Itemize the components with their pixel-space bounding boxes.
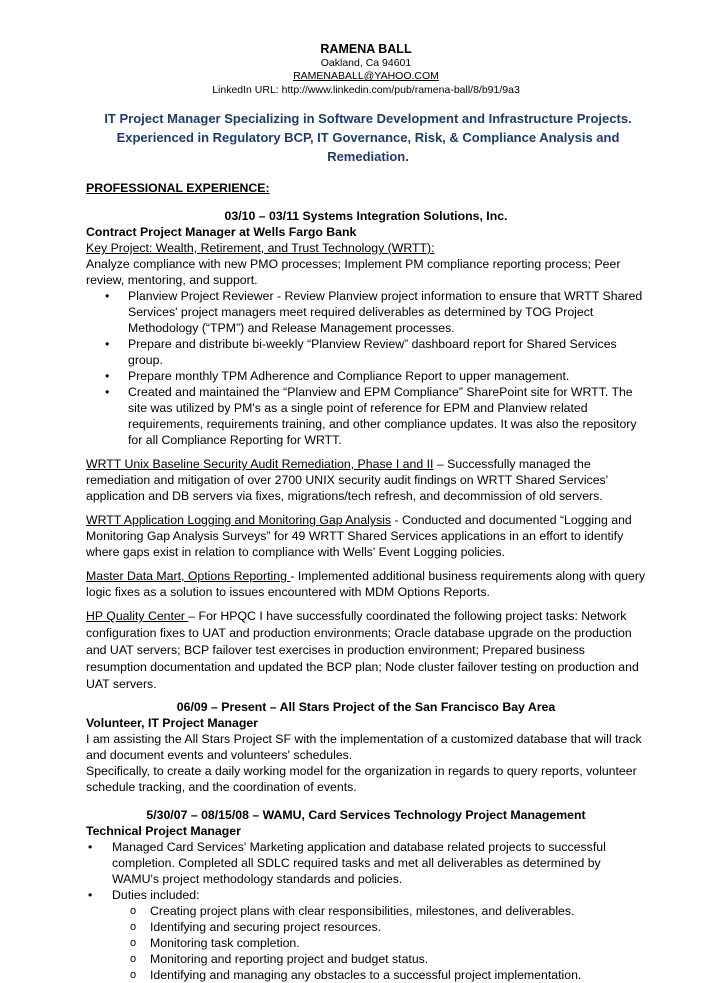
job2-paragraph-1: I am assisting the All Stars Project SF with the implementation of a customized database that will track and document events and volunteers' schedules. xyxy=(86,732,642,762)
circle-bullet-icon: o xyxy=(130,953,137,965)
list-item: o Creating project plans with clear responsibilities, milestones, and deliverables. xyxy=(130,904,575,918)
bullet-icon: • xyxy=(105,385,110,399)
resume-page xyxy=(86,42,646,983)
project-name: WRTT Unix Baseline Security Audit Remediation, Phase I and II xyxy=(86,457,434,471)
list-item: • Duties included: xyxy=(88,888,200,902)
list-item: o Identifying and managing any obstacles to a successful project implementation. xyxy=(130,968,582,982)
list-item: o Monitoring and reporting project and budget status. xyxy=(130,952,429,966)
job1-bullet-list xyxy=(86,288,646,448)
bullet-icon: • xyxy=(105,337,110,351)
bullet-icon: • xyxy=(88,840,93,854)
job2-paragraph-2: Specifically, to create a daily working model for the organization in regards to query reports, volunteer schedule tracking, and the coordination of events. xyxy=(86,764,637,794)
circle-bullet-icon: o xyxy=(130,921,137,933)
job3-heading: 5/30/07 – 08/15/08 – WAMU, Card Services Technology Project Management xyxy=(146,808,586,822)
circle-bullet-icon: o xyxy=(130,905,137,917)
candidate-name: RAMENA BALL xyxy=(320,42,412,56)
location: Oakland, Ca 94601 xyxy=(320,57,412,69)
project-name: Master Data Mart, Options Reporting xyxy=(86,569,291,583)
job3-title: Technical Project Manager xyxy=(86,824,241,838)
list-item: • Planview Project Reviewer - Review Planview project information to ensure that WRTT Shared Services' project managers meet required deliverables as determined by TOG Project Methodology (“TPM”) and Release Management processes. xyxy=(105,289,643,335)
list-item: o Identifying and securing project resources. xyxy=(130,920,382,934)
project-paragraph: Master Data Mart, Options Reporting - Implemented additional business requirements along with query logic fixes as a solution to issues encountered with MDM Options Reports. xyxy=(86,569,646,599)
bullet-icon: • xyxy=(105,289,110,303)
duties-list xyxy=(86,903,646,983)
project-name: WRTT Application Logging and Monitoring Gap Analysis xyxy=(86,513,392,527)
list-item: • Managed Card Services' Marketing application and database related projects to successful completion. Completed all SDLC required tasks and met all deliverables as determined by WAMU's project methodology standards and policies. xyxy=(88,840,606,886)
linkedin-line xyxy=(86,83,646,97)
email-link[interactable]: RAMENABALL@YAHOO.COM xyxy=(293,70,439,82)
section-title: PROFESSIONAL EXPERIENCE: xyxy=(86,181,270,195)
project-paragraph: WRTT Unix Baseline Security Audit Remediation, Phase I and II – Successfully managed the remediation and mitigation of over 2700 UNIX security audit findings on WRTT Shared Services' application and DB servers via fixes, migrations/tech refresh, and decommission of old servers. xyxy=(86,457,609,503)
list-item: • Prepare monthly TPM Adherence and Compliance Report to upper management. xyxy=(105,369,570,383)
linkedin-url[interactable]: http://www.linkedin.com/pub/ramena-ball/8/b91/9a3 xyxy=(281,84,520,96)
job3-bullet-list xyxy=(86,839,646,903)
list-item: o Monitoring task completion. xyxy=(130,936,300,950)
bullet-icon: • xyxy=(88,888,93,902)
list-item: • Created and maintained the “Planview and EPM Compliance” SharePoint site for WRTT. The site was utilized by PM's as a single point of reference for EPM and Planview related requirements, requirements training, and other compliance updates. It was also the repository for all Compliance Reporting for WRTT. xyxy=(105,385,637,447)
project-paragraph: WRTT Application Logging and Monitoring Gap Analysis - Conducted and documented “Logging and Monitoring Gap Analysis Surveys” for 49 WRTT Shared Services applications in an effort to identify where gaps exist in relation to compliance with Wells' Event Logging policies. xyxy=(86,513,632,559)
list-item: • Prepare and distribute bi-weekly “Planview Review” dashboard report for Shared Services group. xyxy=(105,337,617,367)
tagline-line-2: Experienced in Regulatory BCP, IT Governance, Risk, & Compliance Analysis and Remediation. xyxy=(116,130,620,164)
linkedin-label: LinkedIn URL: xyxy=(212,84,279,96)
tagline-line-1: IT Project Manager Specializing in Software Development and Infrastructure Projects. xyxy=(104,111,632,126)
job1-key-project: Key Project: Wealth, Retirement, and Trust Technology (WRTT): xyxy=(86,241,435,255)
circle-bullet-icon: o xyxy=(130,937,137,949)
job2-heading: 06/09 – Present – All Stars Project of the San Francisco Bay Area xyxy=(176,700,556,714)
job1-title: Contract Project Manager at Wells Fargo Bank xyxy=(86,225,357,239)
circle-bullet-icon: o xyxy=(130,969,137,981)
bullet-icon: • xyxy=(105,369,110,383)
job1-heading: 03/10 – 03/11 Systems Integration Solutions, Inc. xyxy=(224,209,508,223)
job2-title: Volunteer, IT Project Manager xyxy=(86,716,258,730)
tagline xyxy=(80,109,656,166)
project-paragraph: HP Quality Center – For HPQC I have successfully coordinated the following project tasks: Network configuration fixes to UAT and production environments; Oracle database upgrade on the production and UAT servers; BCP failover test exercises in production environment; Prepared business resumption documentation and updated the BCP plan; Node cluster failover testing on production and UAT servers. xyxy=(86,609,639,691)
project-name: HP Quality Center xyxy=(86,609,189,623)
job1-summary: Analyze compliance with new PMO processes; Implement PM compliance reporting process; Peer review, mentoring, and support. xyxy=(86,257,621,287)
